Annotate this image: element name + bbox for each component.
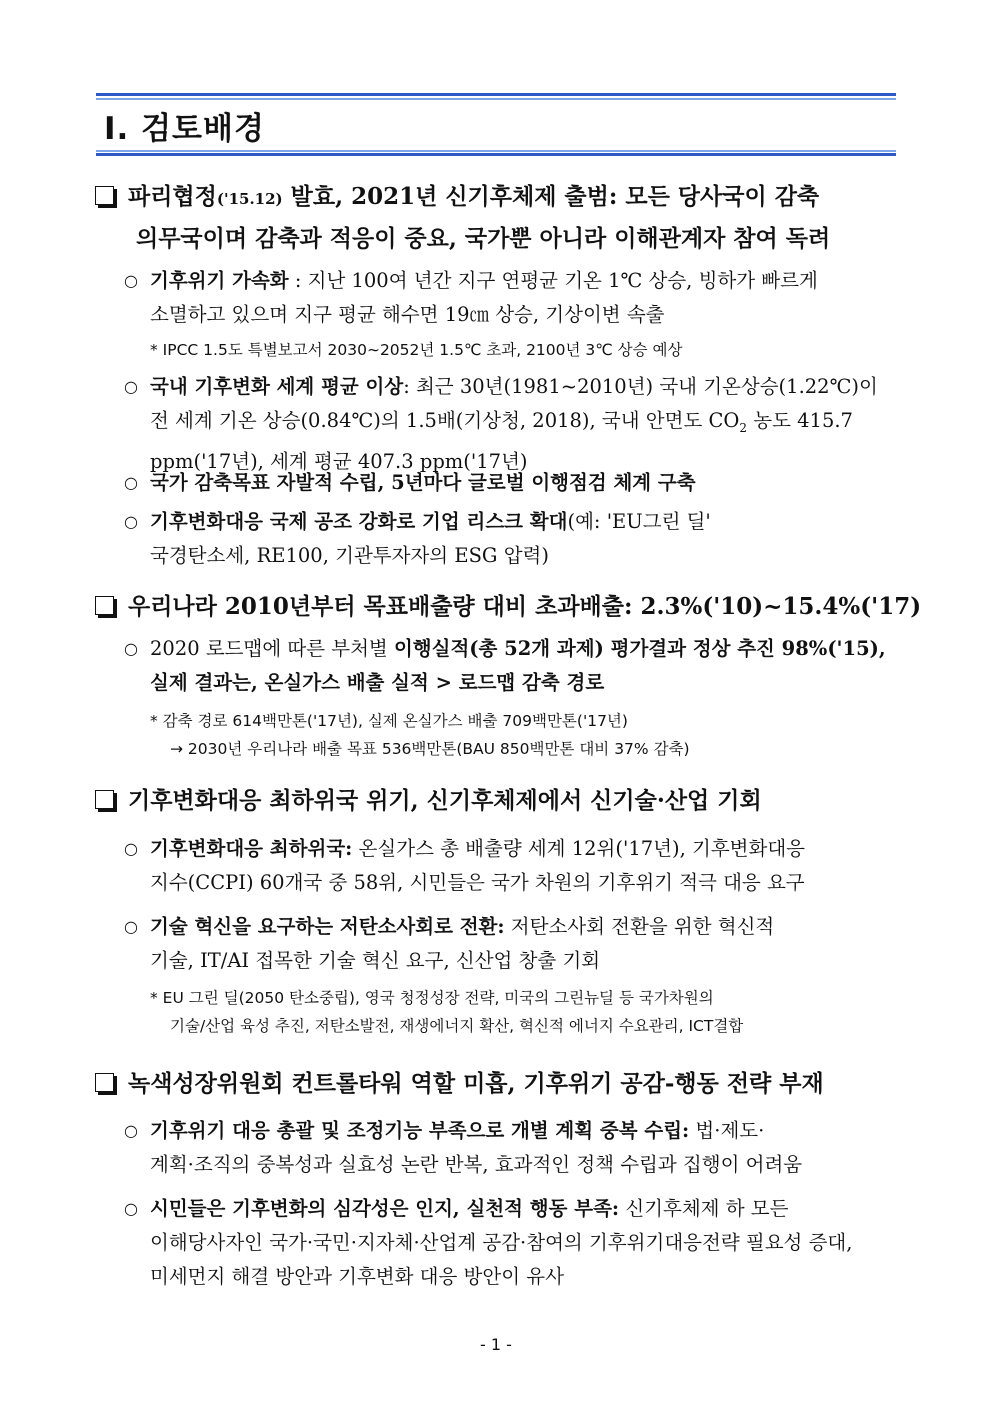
subscript: 2 [739,420,748,435]
bullet-icon: ○ [124,271,138,290]
bullet-rest: : 최근 30년(1981~2010년) 국내 기온상승(1.22℃)이 [403,375,878,398]
bullet-rest: 온실가스 총 배출량 세계 12위('17년), 기후변화대응 [352,837,806,860]
section-header [93,1064,824,1104]
checkbox-square-icon [95,186,114,205]
bullet-icon: ○ [124,1199,138,1218]
bullet-bold: 이행실적(총 52개 과제) 평가결과 정상 추진 98%('15), [393,637,886,660]
bullet-rest: 2020 로드맵에 따른 부처별 [150,637,394,660]
bullet-item [124,832,898,900]
bullet-line: ppm('17년), 세계 평균 407.3 ppm('17년) [150,449,528,473]
bullet-line: 이해당사자인 국가·국민·지자체·산업계 공감·참여의 기후위기대응전략 필요성 증대, [150,1231,853,1254]
bullet-icon: ○ [124,839,138,858]
bullet-text [150,632,898,700]
bullet-bold: 기후변화대응 국제 공조 강화로 기업 리스크 확대 [150,510,568,533]
title-rule [96,98,896,100]
footnote-text: 기술/산업 육성 추진, 저탄소발전, 재생에너지 확산, 혁신적 에너지 수요관리, ICT결합 [170,1017,744,1035]
bullet-text [150,264,898,332]
bullet-line: 미세먼지 해결 방안과 기후변화 대응 방안이 유사 [150,1265,564,1288]
bullet-icon: ○ [124,917,138,936]
bullet-icon: ○ [124,377,138,396]
bullet-bold: 국가 감축목표 자발적 수립, 5년마다 글로벌 이행점검 체계 구축 [150,471,696,494]
bullet-item [124,466,898,500]
bullet-item [124,1192,898,1294]
bullet-bold: 기후위기 가속화 [150,269,289,292]
title-rule [96,93,896,96]
bullet-text [150,910,898,978]
bullet-item [124,1114,898,1182]
bullet-bold: 기후변화대응 최하위국: [150,837,353,860]
bullet-text [150,1114,898,1182]
section-header [93,177,830,259]
footnote-text: → 2030년 우리나라 배출 목표 536백만톤(BAU 850백만톤 대비 37% 감축) [170,740,690,758]
footnote [150,336,898,364]
bullet-item [124,370,898,479]
section-header-text: 발효, 2021년 신기후체제 출범: 모든 당사국이 감축 [282,183,820,210]
title-rule [96,150,896,152]
footnote [150,707,898,763]
section-header-text: 녹색성장위원회 컨트롤타워 역할 미흡, 기후위기 공감-행동 전략 부재 [128,1070,824,1097]
bullet-line: 농도 415.7 [747,409,853,432]
section-header-text: 기후변화대응 최하위국 위기, 신기후체제에서 신기술·산업 기회 [128,787,762,814]
bullet-line: 국경탄소세, RE100, 기관투자자의 ESG 압력) [150,544,549,567]
footnote [150,984,898,1040]
title-bar [96,93,896,155]
bullet-line: 기술, IT/AI 접목한 기술 혁신 요구, 신산업 창출 기회 [150,949,601,972]
bullet-icon: ○ [124,512,138,531]
footnote-text: * EU 그린 딜(2050 탄소중립), 영국 청정성장 전략, 미국의 그린뉴딜 등 국가차원의 [150,989,714,1007]
bullet-item [124,632,898,700]
bullet-line: 실제 결과는, 온실가스 배출 실적 > 로드맵 감축 경로 [150,671,605,694]
bullet-line: 전 세계 기온 상승(0.84℃)의 1.5배(기상청, 2018), 국내 안면도 CO [150,409,740,432]
checkbox-square-icon [95,790,114,809]
bullet-line: 지수(CCPI) 60개국 중 58위, 시민들은 국가 차원의 기후위기 적극 대응 요구 [150,871,805,894]
section-header-text: ('15.12) [216,190,283,208]
footnote-text: * IPCC 1.5도 특별보고서 2030∼2052년 1.5℃ 초과, 2100년 3℃ 상승 예상 [150,341,683,359]
bullet-bold: 기후위기 대응 총괄 및 조정기능 부족으로 개별 계획 중복 수립: [150,1119,690,1142]
bullet-item [124,505,898,573]
bullet-icon: ○ [124,1121,138,1140]
bullet-bold: 국내 기후변화 세계 평균 이상 [150,375,404,398]
section-header [93,587,921,627]
bullet-line: 계획·조직의 중복성과 실효성 논란 반복, 효과적인 정책 수립과 집행이 어려움 [150,1153,803,1176]
footnote-text: * 감축 경로 614백만톤('17년), 실제 온실가스 배출 709백만톤('17년) [150,712,628,730]
bullet-text [150,1192,898,1294]
bullet-bold: 기술 혁신을 요구하는 저탄소사회로 전환: [150,915,505,938]
section-header-text: 파리협정 [128,183,217,210]
bullet-rest: (예: 'EU그린 딜' [567,510,711,533]
checkbox-square-icon [95,596,114,615]
page-title: Ⅰ. 검토배경 [104,111,265,147]
bullet-text [150,832,898,900]
bullet-rest: : 지난 100여 년간 지구 연평균 기온 1℃ 상승, 빙하가 빠르게 [288,269,818,292]
bullet-text [150,466,898,500]
section-header-text: 우리나라 2010년부터 목표배출량 대비 초과배출: 2.3%('10)~15.4%('17) [128,593,922,620]
bullet-text [150,370,898,479]
page-number: - 1 - [480,1335,512,1354]
bullet-bold: 시민들은 기후변화의 심각성은 인지, 실천적 행동 부족: [150,1197,620,1220]
section-header-text: 의무국이며 감축과 적응이 중요, 국가뿐 아니라 이해관계자 참여 독려 [136,225,831,252]
bullet-rest: 법·제도· [689,1119,765,1142]
bullet-text [150,505,898,573]
bullet-item [124,910,898,978]
checkbox-square-icon [95,1073,114,1092]
title-rule [96,153,896,156]
bullet-icon: ○ [124,473,138,492]
bullet-line: 소멸하고 있으며 지구 평균 해수면 19㎝ 상승, 기상이변 속출 [150,303,665,326]
bullet-icon: ○ [124,639,138,658]
bullet-item [124,264,898,332]
bullet-rest: 저탄소사회 전환을 위한 혁신적 [504,915,775,938]
bullet-rest: 신기후체제 하 모든 [619,1197,789,1220]
section-header [93,781,762,821]
